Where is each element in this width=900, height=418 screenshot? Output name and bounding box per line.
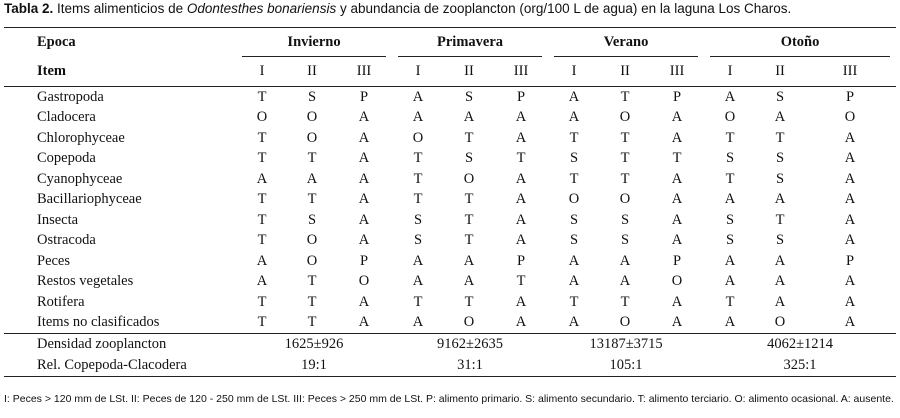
table-cell: O [774, 314, 786, 331]
table-footnote: I: Peces > 120 mm de LSt. II: Peces de 120 - 250 mm de LSt. III: Peces > 250 mm de LSt. P: alimento primario. S: alimento secundario. T: alimento terciario. O: alimento ocasional. A: ausente. [4, 393, 894, 405]
table-cell: O [724, 109, 736, 126]
table-cell: S [726, 232, 735, 249]
item-header: Item [4, 57, 236, 87]
table-cell: P [516, 252, 526, 269]
table-cell: A [568, 109, 580, 126]
caption-label: Tabla 2. [4, 1, 54, 16]
table-cell: T [307, 293, 317, 310]
table-cell: T [464, 232, 474, 249]
table-cell: T [307, 314, 317, 331]
table-cell: A [412, 88, 424, 105]
row-item-label: Bacillariophyceae [37, 191, 142, 208]
class-header: III [336, 57, 392, 87]
table-cell: T [516, 273, 526, 290]
ratio-label: Rel. Copepoda-Clacodera [4, 355, 236, 377]
table-cell: T [516, 150, 526, 167]
ratio-value: 31:1 [392, 355, 548, 377]
table-cell: S [776, 88, 785, 105]
table-cell: S [307, 88, 317, 105]
row-item-label: Cladocera [37, 109, 96, 126]
table-row [4, 231, 896, 252]
table-cell: T [569, 170, 579, 187]
table-cell: A [358, 211, 370, 228]
season-header: Invierno [236, 28, 392, 58]
table-cell: S [570, 150, 579, 167]
table-cell: A [671, 129, 683, 146]
table-cell: A [671, 109, 683, 126]
table-cell: S [413, 232, 423, 249]
row-item-label: Chlorophyceae [37, 129, 125, 146]
row-item-label: Cyanophyceae [37, 170, 123, 187]
table-cell: S [621, 211, 630, 228]
row-item-label: Peces [37, 252, 71, 269]
class-header: III [804, 57, 896, 87]
table-cell: T [464, 293, 474, 310]
density-value: 13187±3715 [548, 334, 704, 356]
class-header: I [548, 57, 600, 87]
table-cell: A [671, 314, 683, 331]
table-cell: A [671, 232, 683, 249]
table-cell: A [844, 191, 856, 208]
table-cell: T [620, 293, 630, 310]
table-cell: S [776, 170, 785, 187]
table-cell: O [412, 129, 424, 146]
table-cell: A [412, 314, 424, 331]
row-item-label: Items no clasificados [37, 314, 160, 331]
table-cell: T [413, 191, 423, 208]
class-header: I [704, 57, 756, 87]
ratio-value: 325:1 [704, 355, 896, 377]
table-cell: A [568, 252, 580, 269]
table-cell: O [306, 129, 318, 146]
table-cell: A [358, 129, 370, 146]
table-cell: A [306, 170, 318, 187]
table-cell: S [464, 150, 474, 167]
density-value: 1625±926 [236, 334, 392, 356]
table-cell: A [256, 273, 268, 290]
table-cell: O [671, 273, 683, 290]
table-cell: T [257, 314, 267, 331]
table-cell: P [359, 252, 369, 269]
class-header: II [756, 57, 804, 87]
table-cell: T [257, 232, 267, 249]
table-cell: A [463, 252, 475, 269]
table-cell: A [358, 293, 370, 310]
data-table [4, 27, 896, 377]
table-cell: T [620, 129, 630, 146]
table-cell: A [724, 314, 736, 331]
table-cell: A [671, 293, 683, 310]
table-cell: T [413, 170, 423, 187]
table-cell: T [257, 150, 267, 167]
caption-species: Odontesthes bonariensis [186, 1, 337, 16]
class-header: III [650, 57, 704, 87]
table-row [4, 292, 896, 313]
table-cell: A [256, 170, 268, 187]
table-cell: A [358, 150, 370, 167]
table-cell: A [774, 109, 786, 126]
table-row [4, 190, 896, 211]
row-item-label: Gastropoda [37, 88, 104, 105]
row-item-label: Ostracoda [37, 232, 96, 249]
table-cell: T [413, 293, 423, 310]
density-row [4, 334, 896, 356]
table-cell: O [844, 109, 856, 126]
table-cell: T [464, 129, 474, 146]
table-cell: A [515, 170, 527, 187]
table-cell: T [569, 129, 579, 146]
table-cell: A [568, 88, 580, 105]
ratio-row [4, 355, 896, 377]
table-cell: S [570, 211, 579, 228]
density-value: 4062±1214 [704, 334, 896, 356]
table-cell: S [776, 232, 785, 249]
table-cell: T [257, 88, 267, 105]
table-cell: T [307, 191, 317, 208]
season-header: Otoño [704, 28, 896, 58]
season-header: Verano [548, 28, 704, 58]
table-cell: A [412, 252, 424, 269]
table-cell: P [516, 88, 526, 105]
table-cell: A [724, 88, 736, 105]
table-cell: A [844, 293, 856, 310]
table-cell: A [515, 293, 527, 310]
table-row [4, 108, 896, 129]
table-cell: S [621, 232, 630, 249]
table-cell: A [619, 252, 631, 269]
table-cell: T [620, 170, 630, 187]
table-cell: S [726, 211, 735, 228]
table-cell: A [515, 232, 527, 249]
table-cell: A [774, 191, 786, 208]
table-cell: A [844, 170, 856, 187]
row-item-label: Rotifera [37, 293, 85, 310]
class-header: I [236, 57, 288, 87]
ratio-value: 19:1 [236, 355, 392, 377]
table-row [4, 313, 896, 334]
table-cell: A [568, 314, 580, 331]
header-row-seasons [4, 28, 896, 58]
ratio-value: 105:1 [548, 355, 704, 377]
table-cell: A [774, 273, 786, 290]
table-cell: A [515, 191, 527, 208]
class-header: I [392, 57, 444, 87]
table-cell: A [724, 191, 736, 208]
caption-text-after: y abundancia de zooplancton (org/100 L de agua) en la laguna Los Charos. [336, 1, 792, 16]
table-cell: A [724, 252, 736, 269]
table-cell: T [464, 191, 474, 208]
row-item-label: Insecta [37, 211, 79, 228]
table-cell: P [359, 88, 369, 105]
table-cell: P [846, 252, 855, 269]
table-cell: A [515, 314, 527, 331]
epoca-header: Epoca [4, 28, 236, 58]
table-cell: A [358, 109, 370, 126]
table-cell: T [257, 211, 267, 228]
table-cell: T [672, 150, 682, 167]
table-cell: T [257, 293, 267, 310]
table-cell: S [307, 211, 317, 228]
table-cell: T [569, 293, 579, 310]
table-cell: A [358, 232, 370, 249]
table-cell: T [307, 273, 317, 290]
table-cell: A [844, 232, 856, 249]
header-row-classes [4, 57, 896, 87]
row-item-label: Restos vegetales [37, 273, 134, 290]
table-cell: O [619, 314, 631, 331]
table-cell: T [257, 129, 267, 146]
table-cell: T [620, 150, 630, 167]
table-cell: A [358, 170, 370, 187]
table-cell: A [619, 273, 631, 290]
table-cell: A [671, 211, 683, 228]
table-cell: O [463, 314, 475, 331]
table-cell: O [306, 252, 318, 269]
table-row [4, 169, 896, 190]
table-row [4, 210, 896, 231]
table-cell: P [673, 252, 682, 269]
table-cell: A [515, 211, 527, 228]
table-cell: O [306, 109, 318, 126]
table-cell: A [463, 273, 475, 290]
table-cell: A [358, 314, 370, 331]
table-cell: S [413, 211, 423, 228]
table-cell: T [775, 211, 785, 228]
table-cell: O [463, 170, 475, 187]
table-cell: S [464, 88, 474, 105]
table-cell: O [568, 191, 580, 208]
table-cell: A [463, 109, 475, 126]
table-cell: A [671, 191, 683, 208]
class-header: III [494, 57, 548, 87]
table-cell: A [844, 129, 856, 146]
row-item-label: Copepoda [37, 150, 96, 167]
table-row [4, 149, 896, 170]
table-cell: A [844, 211, 856, 228]
table-cell: T [413, 150, 423, 167]
density-label: Densidad zooplancton [4, 334, 236, 356]
table-cell: T [257, 191, 267, 208]
table-row [4, 272, 896, 293]
class-header: II [600, 57, 650, 87]
density-value: 9162±2635 [392, 334, 548, 356]
table-cell: T [725, 293, 735, 310]
table-cell: T [725, 129, 735, 146]
table-body [4, 87, 896, 334]
table-cell: A [844, 150, 856, 167]
table-cell: T [725, 170, 735, 187]
table-cell: A [412, 273, 424, 290]
season-header: Primavera [392, 28, 548, 58]
table-cell: A [774, 293, 786, 310]
table-cell: A [844, 273, 856, 290]
class-header: II [288, 57, 336, 87]
table-cell: A [568, 273, 580, 290]
table-cell: A [774, 252, 786, 269]
table-cell: S [570, 232, 579, 249]
table-cell: P [673, 88, 682, 105]
table-cell: A [256, 252, 268, 269]
table-cell: S [726, 150, 735, 167]
table-cell: P [846, 88, 855, 105]
table-cell: O [619, 109, 631, 126]
table-row [4, 87, 896, 108]
table-cell: A [844, 314, 856, 331]
table-cell: O [306, 232, 318, 249]
table-cell: O [256, 109, 268, 126]
table-cell: A [724, 273, 736, 290]
table-cell: O [358, 273, 370, 290]
caption-text-before: Items alimenticios de [53, 1, 187, 16]
table-cell: T [464, 211, 474, 228]
table-cell: A [412, 109, 424, 126]
table-cell: A [515, 129, 527, 146]
table-cell: T [620, 88, 630, 105]
table-cell: A [671, 170, 683, 187]
table-cell: O [619, 191, 631, 208]
table-cell: T [775, 129, 785, 146]
table-caption [4, 1, 896, 16]
table-cell: S [776, 150, 785, 167]
class-header: II [444, 57, 494, 87]
table-row [4, 251, 896, 272]
table-cell: A [358, 191, 370, 208]
table-cell: T [307, 150, 317, 167]
table-row [4, 128, 896, 149]
table-cell: A [515, 109, 527, 126]
